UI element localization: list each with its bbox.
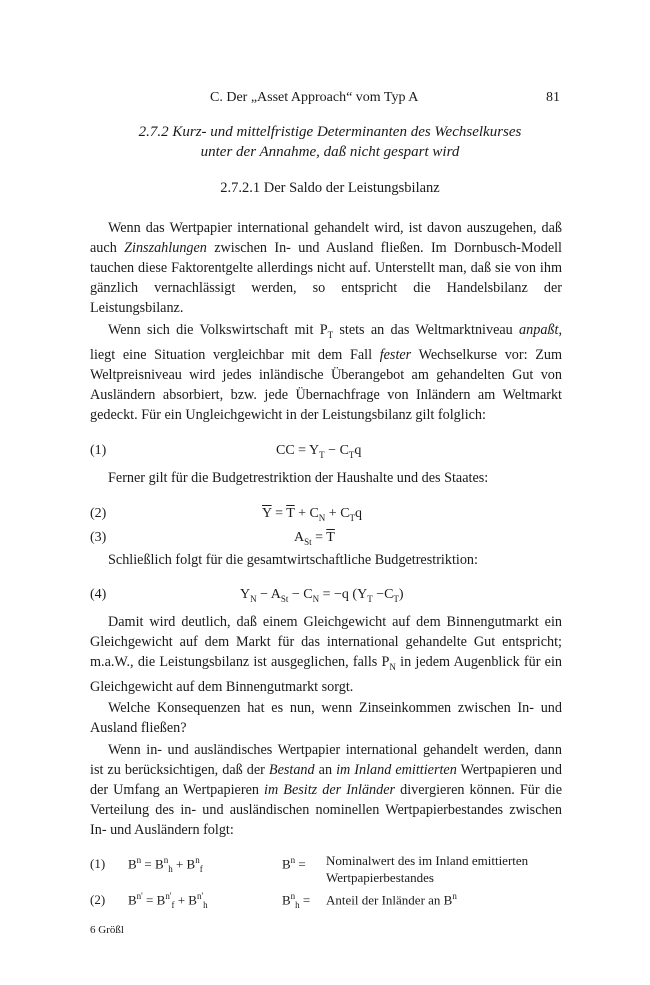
equation-4: [90, 587, 562, 607]
text-span: in jedem Augenblick für ein Gleichgewicht auf dem Binnengutmarkt sorgt.: [90, 654, 562, 695]
text-span: Wenn das Wertpapier international gehandelt wird, ist davon auszugehen, daß auch: [90, 220, 562, 256]
eq-part: − C: [324, 443, 349, 458]
subscript: T: [348, 449, 355, 460]
subscript: h: [168, 863, 173, 874]
superscript: n: [452, 891, 457, 901]
definition-symbol: [282, 852, 306, 872]
paragraph-3: Ferner gilt für die Budgetrestriktion der Haushalte und des Staates:: [108, 470, 489, 486]
eq-part: − C: [288, 587, 313, 602]
text-span: an: [314, 762, 337, 778]
subscript: h: [203, 899, 208, 910]
eq-part: + C: [325, 506, 350, 521]
subscript: T: [367, 593, 373, 604]
eq-part: − A: [256, 587, 281, 602]
eq-part: + B: [174, 892, 197, 908]
eq-part: =: [311, 530, 327, 545]
definition-equation: [90, 852, 203, 878]
eq-part: CC = Y: [276, 443, 320, 458]
definition-equation: [90, 888, 208, 914]
subscript: St: [304, 536, 312, 547]
equation-body: [294, 530, 335, 547]
eq-part: + C: [294, 506, 319, 521]
equation-number: (2): [90, 892, 106, 908]
text-span: divergieren können. Für die Verteilung des in- und ausländischen nominellen Wertpapierbestandes zwischen In- und Ausländern folgt:: [90, 782, 562, 838]
equation-body: [276, 443, 361, 460]
paragraph-5: [90, 612, 562, 697]
section-title: [90, 122, 570, 162]
section-title-line2: unter der Annahme, daß nicht gespart wird: [200, 144, 460, 160]
eq-part: = −q (Y: [319, 587, 368, 602]
running-header: [0, 90, 650, 110]
emphasis: Bestand: [268, 762, 315, 778]
eq-part: A: [294, 530, 305, 545]
paragraph-4: Schließlich folgt für die gesamtwirtschaftliche Budgetrestriktion:: [108, 552, 478, 568]
superscript: n: [163, 855, 169, 865]
eq-part: q: [354, 443, 362, 458]
eq-part: = B: [141, 856, 164, 872]
equation-3: [90, 530, 562, 550]
superscript: n': [165, 891, 172, 901]
paragraph-2: [90, 320, 562, 425]
text-span: Anteil der Inländer an B: [326, 892, 453, 908]
eq-part: =: [271, 506, 287, 521]
subscript: f: [171, 899, 175, 910]
text-span: Wechselkurse vor: Zum Weltpreisniveau wird jedes inländische Überangebot am gehandelten Gut von Ausländern absorbiert, bzw. jede Übernachfrage von Inländern am Weltmarkt gedeckt. Für ein Ungleichgewicht in der Leistungsbilanz gilt folglich:: [90, 346, 562, 423]
subscript: T: [393, 593, 399, 604]
page-number: 81: [546, 90, 560, 105]
eq-part: =: [295, 856, 306, 872]
equation-body: [262, 506, 362, 523]
paragraph-7: [90, 740, 562, 840]
eq-part: −C: [372, 587, 394, 602]
equation-2: [90, 506, 562, 526]
equation-body: [240, 587, 404, 604]
eq-part: q: [355, 506, 363, 521]
equation-number: (4): [90, 587, 107, 602]
emphasis: fester: [379, 346, 412, 363]
definition-symbol: [282, 888, 310, 914]
text-span: , liegt eine Situation vergleichbar mit dem Fall: [90, 322, 562, 363]
definition-description: [326, 888, 566, 908]
subscript: N: [250, 593, 257, 604]
subscript: N: [312, 593, 320, 604]
emphasis: im Besitz der Inländer: [264, 782, 396, 798]
equation-1: [90, 443, 562, 463]
subscript: N: [318, 512, 326, 523]
subscript: St: [280, 593, 289, 604]
subscript: f: [199, 863, 203, 874]
text-span: Wenn in- und ausländisches Wertpapier international gehandelt werden, dann ist zu berücksichtigen, daß der: [90, 742, 562, 778]
superscript: n: [136, 855, 142, 865]
equation-number: (3): [90, 530, 107, 545]
eq-part: $\overline{T}$: [286, 506, 295, 521]
eq-part: B: [282, 892, 291, 908]
eq-part: B: [128, 856, 137, 872]
eq-part: B: [282, 856, 291, 872]
eq-part: ): [398, 587, 404, 602]
text-span: Wertpapieren und der Umfang an Wertpapieren: [90, 762, 562, 798]
text-span: Wenn sich die Volkswirtschaft mit P: [108, 322, 328, 338]
equation-number: (2): [90, 506, 107, 521]
running-title: C. Der „Asset Approach“ vom Typ A: [210, 90, 419, 105]
definition-description: Nominalwert des im Inland emittierten Wertpapierbestandes: [326, 853, 529, 885]
eq-part: + B: [172, 856, 196, 872]
eq-part: = B: [142, 892, 166, 908]
subscript: h: [295, 899, 300, 910]
subscript: T: [327, 329, 334, 340]
section-title-line1: 2.7.2 Kurz- und mittelfristige Determinanten des Wechselkurses: [138, 124, 522, 140]
emphasis: anpaßt: [519, 322, 559, 338]
superscript: n: [290, 855, 296, 865]
subsection-title: 2.7.2.1 Der Saldo der Leistungsbilanz: [220, 180, 440, 196]
subscript: N: [389, 661, 396, 672]
subscript: T: [319, 449, 325, 460]
superscript: n: [290, 891, 296, 901]
eq-part: B: [128, 892, 137, 908]
subscript: T: [349, 512, 356, 523]
eq-part: =: [299, 892, 311, 908]
superscript: n': [136, 891, 143, 901]
paragraph-1: [90, 218, 562, 318]
equation-number: (1): [90, 856, 106, 872]
paragraph-6: Welche Konsequenzen hat es nun, wenn Zinseinkommen zwischen In- und Ausland fließen?: [90, 700, 562, 736]
text-span: stets an das Weltmarktniveau: [333, 322, 520, 338]
emphasis: im Inland emittierten: [336, 762, 457, 778]
text-span: Damit wird deutlich, daß einem Gleichgewicht auf dem Binnengutmarkt ein Gleichgewicht auf dem Markt für das international gehandelte Gut entspricht; m.a.W., die Leistungsbilanz ist ausgeglichen, falls P: [90, 614, 562, 670]
emphasis: Zinszahlungen: [124, 240, 207, 256]
superscript: n': [196, 891, 204, 901]
eq-part: $\overline{Y}$: [262, 506, 272, 521]
superscript: n: [195, 855, 200, 865]
eq-part: Y: [240, 587, 251, 602]
text-span: zwischen In- und Ausland fließen. Im Dornbusch-Modell tauchen diese Faktorentgelte allerdings nicht auf. Unterstellt man, daß sie von ihm gänzlich vernachlässigt werden, so entspricht die Handelsbilanz der Leistungsbilanz.: [90, 240, 562, 316]
printer-signature: 6 Größl: [90, 924, 124, 936]
eq-part: $\overline{T}$: [326, 530, 335, 545]
equation-number: (1): [90, 443, 107, 458]
